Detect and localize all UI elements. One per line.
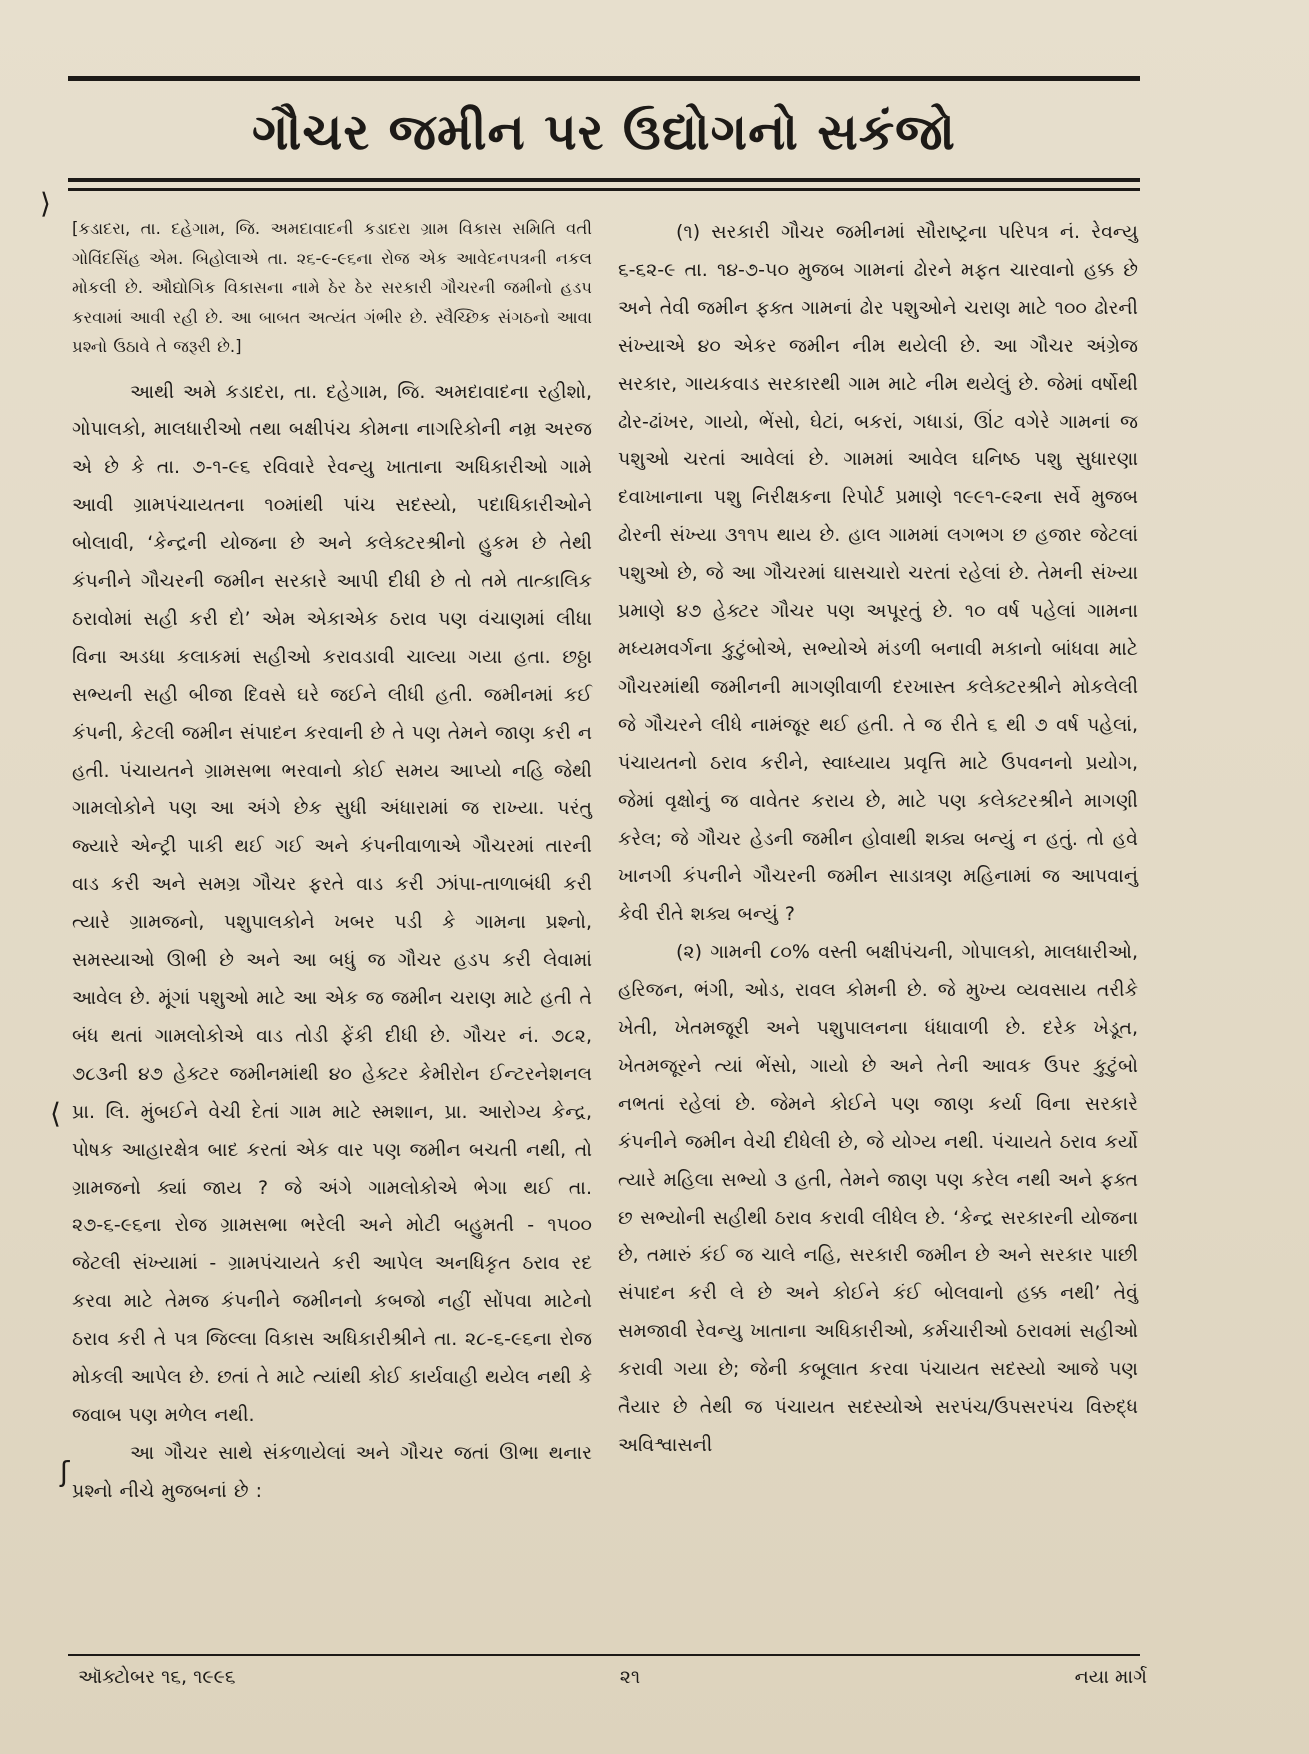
left-column [72,214,592,1511]
body-paragraph: આથી અમે કડાદરા, તા. દહેગામ, જિ. અમદાવાદના રહીશો, ગોપાલકો, માલધારીઓ તથા બક્ષીપંચ કોમના નાગરિકોની નમ્ર અરજ એ છે કે તા. ૭-૧-૯૬ રવિવારે રેવન્યુ ખાતાના અધિકારીઓ ગામે આવી ગ્રામપંચાયતના ૧૦માંથી પાંચ સદસ્યો, પદાધિકારીઓને બોલાવી, ‘કેન્દ્રની યોજના છે અને કલેક્ટરશ્રીનો હુકમ છે તેથી કંપનીને ગૌચરની જમીન સરકારે આપી દીધી છે તો તમે તાત્કાલિક ઠરાવોમાં સહી કરી દો’ એમ એકાએક ઠરાવ પણ વંચાણમાં લીધા વિના અડધા કલાકમાં સહીઓ કરાવડાવી ચાલ્યા ગયા હતા. છઠ્ઠા સભ્યની સહી બીજા દિવસે ઘરે જઈને લીધી હતી. જમીનમાં કઈ કંપની, કેટલી જમીન સંપાદન કરવાની છે તે પણ તેમને જાણ કરી ન હતી. પંચાયતને ગ્રામસભા ભરવાનો કોઈ સમય આપ્યો નહિ જેથી ગામલોકોને પણ આ અંગે છેક સુધી અંધારામાં જ રાખ્યા. પરંતુ જ્યારે એન્ટ્રી પાકી થઈ ગઈ અને કંપનીવાળાએ ગૌચરમાં તારની વાડ કરી અને સમગ્ર ગૌચર ફરતે વાડ કરી ઝાંપા-તાળાબંધી કરી ત્યારે ગ્રામજનો, પશુપાલકોને ખબર પડી કે ગામના પ્રશ્નો, સમસ્યાઓ ઊભી છે અને આ બધું જ ગૌચર હડપ કરી લેવામાં આવેલ છે. મૂંગાં પશુઓ માટે આ એક જ જમીન ચરાણ માટે હતી તે બંધ થતાં ગામલોકોએ વાડ તોડી ફેંકી દીધી છે. ગૌચર નં. ૭૮૨, ૭૮૩ની ૪૭ હેક્ટર જમીનમાંથી ૪૦ હેક્ટર કેમીરોન ઈન્ટરનેશનલ પ્રા. લિ. મુંબઈને વેચી દેતાં ગામ માટે સ્મશાન, પ્રા. આરોગ્ય કેન્દ્ર, પોષક આહારક્ષેત્ર બાદ કરતાં એક વાર પણ જમીન બચતી નથી, તો ગ્રામજનો ક્યાં જાય ? જે અંગે ગામલોકોએ ભેગા થઈ તા. ૨૭-૬-૯૬ના રોજ ગ્રામસભા ભરેલી અને મોટી બહુમતી - ૧૫૦૦ જેટલી સંખ્યામાં - ગ્રામપંચાયતે કરી આપેલ અનધિકૃત ઠરાવ રદ કરવા માટે તેમજ કંપનીને જમીનનો કબજો નહીં સોંપવા માટેનો ઠરાવ કરી તે પત્ર જિલ્લા વિકાસ અધિકારીશ્રીને તા. ૨૮-૬-૯૬ના રોજ મોકલી આપેલ છે. છતાં તે માટે ત્યાંથી કોઈ કાર્યવાહી થયેલ નથી કે જવાબ પણ મળેલ નથી. [72,380,592,1426]
editor-intro: [કડાદરા, તા. દહેગામ, જિ. અમદાવાદની કડાદરા ગ્રામ વિકાસ સમિતિ વતી ગોવિંદસિંહ એમ. બિહોલાએ તા. ૨૬-૯-૯૬ના રોજ એક આવેદનપત્રની નકલ મોકલી છે. ઔદ્યોગિક વિકાસના નામે ઠેર ઠેર સરકારી ગૌચરની જમીનો હડપ કરવામાં આવી રહી છે. આ બાબત અત્યંત ગંભીર છે. સ્વૈચ્છિક સંગઠનો આવા પ્રશ્નો ઉઠાવે તે જરૂરી છે.] [72,219,592,356]
title-rule-upper [68,178,1140,182]
margin-pen-mark: ⟩ [40,187,51,220]
margin-pen-mark: ⟨ [50,1097,61,1130]
body-paragraph: આ ગૌચર સાથે સંકળાયેલાં અને ગૌચર જતાં ઊભા થનાર પ્રશ્નો નીચે મુજબનાં છે : [72,1441,592,1502]
body-paragraph: (૧) સરકારી ગૌચર જમીનમાં સૌરાષ્ટ્રના પરિપત્ર નં. રેવન્યુ ૬-૬૨-૯ તા. ૧૪-૭-૫૦ મુજબ ગામનાં ઢોરને મફત ચારવાનો હક્ક છે અને તેવી જમીન ફક્ત ગામનાં ઢોર પશુઓને ચરાણ માટે ૧૦૦ ઢોરની સંખ્યાએ ૪૦ એકર જમીન નીમ થયેલી છે. આ ગૌચર અંગ્રેજ સરકાર, ગાયકવાડ સરકારથી ગામ માટે નીમ થયેલું છે. જેમાં વર્ષોથી ઢોર-ઢાંખર, ગાયો, ભેંસો, ઘેટાં, બકરાં, ગધાડાં, ઊંટ વગેરે ગામનાં જ પશુઓ ચરતાં આવેલાં છે. ગામમાં આવેલ ઘનિષ્ઠ પશુ સુધારણા દવાખાનાના પશુ નિરીક્ષકના રિપોર્ટ પ્રમાણે ૧૯૯૧-૯૨ના સર્વે મુજબ ઢોરની સંખ્યા ૩૧૧૫ થાય છે. હાલ ગામમાં લગભગ છ હજાર જેટલાં પશુઓ છે, જે આ ગૌચરમાં ઘાસચારો ચરતાં રહેલાં છે. તેમની સંખ્યા પ્રમાણે ૪૭ હેક્ટર ગૌચર પણ અપૂરતું છે. ૧૦ વર્ષ પહેલાં ગામના મધ્યમવર્ગના કુટુંબોએ, સભ્યોએ મંડળી બનાવી મકાનો બાંધવા માટે ગૌચરમાંથી જમીનની માગણીવાળી દરખાસ્ત કલેક્ટરશ્રીને મોકલેલી જે ગૌચરને લીધે નામંજૂર થઈ હતી. તે જ રીતે ૬ થી ૭ વર્ષ પહેલાં, પંચાયતનો ઠરાવ કરીને, સ્વાધ્યાય પ્રવૃત્તિ માટે ઉપવનનો પ્રયોગ, જેમાં વૃક્ષોનું જ વાવેતર કરાય છે, માટે પણ કલેક્ટરશ્રીને માગણી કરેલ; જે ગૌચર હેડની જમીન હોવાથી શક્ય બન્યું ન હતું. તો હવે ખાનગી કંપનીને ગૌચરની જમીન સાડાત્રણ મહિનામાં જ આપવાનું કેવી રીતે શક્ય બન્યું ? [618,221,1138,926]
magazine-name: નયા માર્ગ [1074,1666,1147,1688]
title-rule-lower [68,188,1140,191]
margin-pen-mark: ʃ [60,1455,70,1488]
footer-rule [68,1654,1140,1656]
top-rule [68,76,1140,81]
right-column [618,214,1138,1465]
page-number: ૨૧ [619,1666,641,1688]
body-paragraph: (૨) ગામની ૮૦% વસ્તી બક્ષીપંચની, ગોપાલકો, માલધારીઓ, હરિજન, ભંગી, ઓડ, રાવલ કોમની છે. જે મુખ્ય વ્યવસાય તરીકે ખેતી, ખેતમજૂરી અને પશુપાલનના ધંધાવાળી છે. દરેક ખેડૂત, ખેતમજૂરને ત્યાં ભેંસો, ગાયો છે અને તેની આવક ઉપર કુટુંબો નભતાં રહેલાં છે. જેમને કોઈને પણ જાણ કર્યા વિના સરકારે કંપનીને જમીન વેચી દીધેલી છે, જે યોગ્ય નથી. પંચાયતે ઠરાવ કર્યો ત્યારે મહિલા સભ્યો ૩ હતી, તેમને જાણ પણ કરેલ નથી અને ફક્ત છ સભ્યોની સહીથી ઠરાવ કરાવી લીધેલ છે. ‘કેન્દ્ર સરકારની યોજના છે, તમારું કંઈ જ ચાલે નહિ, સરકારી જમીન છે અને સરકાર પાછી સંપાદન કરી લે છે અને કોઈને કંઈ બોલવાનો હક્ક નથી’ તેવું સમજાવી રેવન્યુ ખાતાના અધિકારીઓ, કર્મચારીઓ ઠરાવમાં સહીઓ કરાવી ગયા છે; જેની કબૂલાત કરવા પંચાયત સદસ્યો આજે પણ તૈયાર છે તેથી જ પંચાયત સદસ્યોએ સરપંચ/ઉપસરપંચ વિરુદ્ધ અવિશ્વાસની [618,941,1138,1456]
article-title: ગૌચર જમીન પર ઉદ્યોગનો સકંજો [252,103,956,161]
issue-date: ઑક્ટોબર ૧૬, ૧૯૯૬ [78,1666,236,1688]
